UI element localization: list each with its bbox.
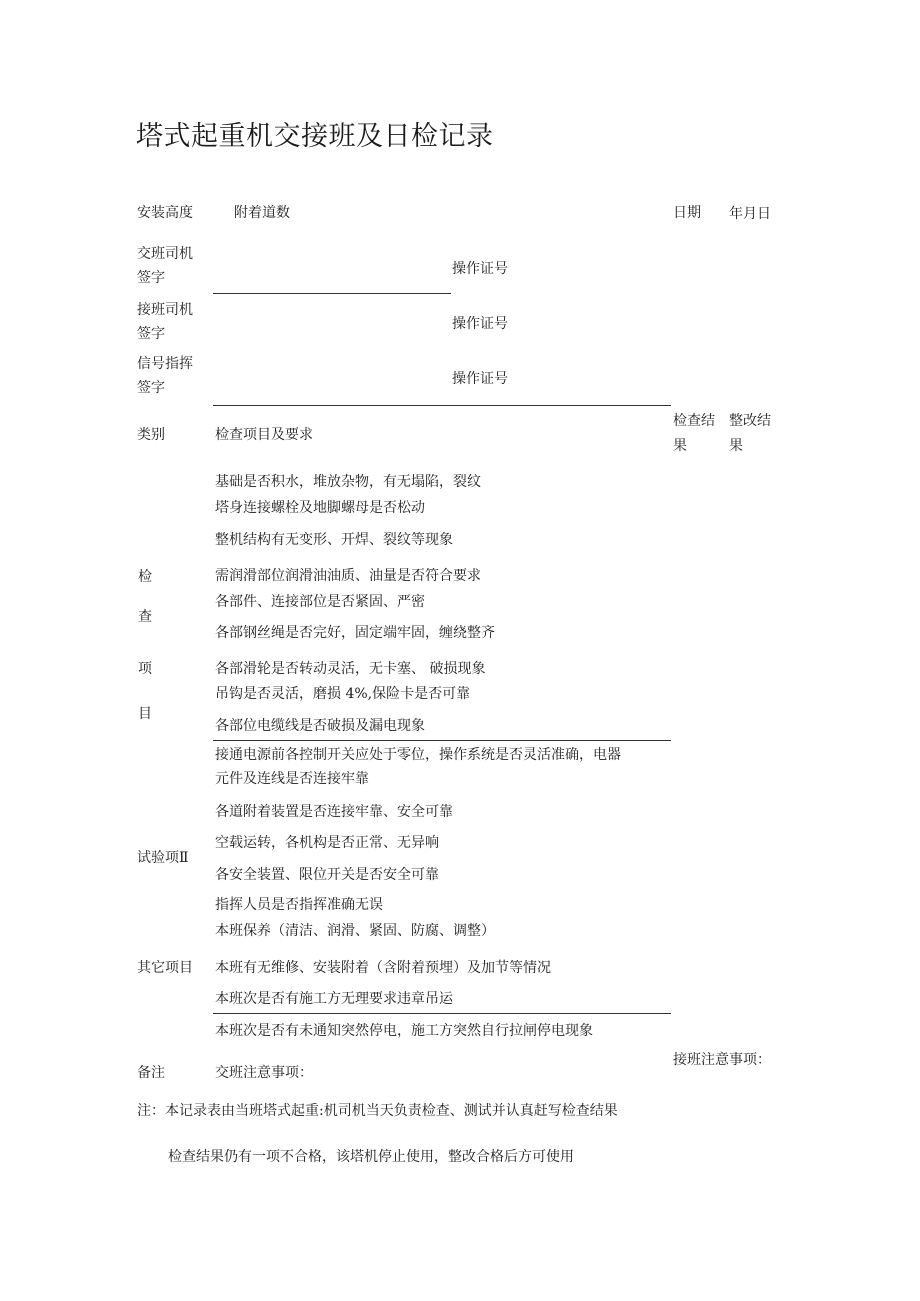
handover-notes-label: 交班注意事项： <box>215 1065 313 1081</box>
footer-note: 注：本记录表由当班塔式起重:机司机当天负责检查、测试并认真赶写检查结果 <box>137 1103 618 1119</box>
other-item: 本班次是否有未通知突然停电，施工方突然自行拉闸停电现象 <box>215 1023 593 1039</box>
check-category-char: 项 <box>138 661 152 677</box>
date-label: 日期 <box>673 205 701 221</box>
other-item: 本班保养（清洁、润滑、紧固、防腐、调整） <box>215 923 495 939</box>
other-item: 本班有无维修、安装附着（含附着预埋）及加节等情况 <box>215 960 551 976</box>
signal-commander-label: 信号指挥 <box>137 356 193 372</box>
check-section-divider <box>213 740 671 741</box>
handover-driver-label: 交班司机 <box>137 246 193 262</box>
footer-note: 检查结果仍有一项不合格，该塔机停止使用，整改合格后方可使用 <box>168 1149 574 1165</box>
check-item: 各部位电缆线是否破损及漏电现象 <box>215 718 425 734</box>
check-item: 需润滑部位润滑油油质、油量是否符合要求 <box>215 568 481 584</box>
date-value: 年月日 <box>729 206 771 222</box>
check-category-char: 检 <box>138 569 152 585</box>
page-title: 塔式起重机交接班及日检记录 <box>136 121 494 152</box>
test-item: 各道附着装置是否连接牢靠、安全可靠 <box>215 804 453 820</box>
test-item: 指挥人员是否指挥准确无误 <box>215 897 383 913</box>
test-item: 接通电源前各控制开关应处于零位，操作系统是否灵活准确，电器 <box>215 747 621 763</box>
install-height-label: 安装高度 <box>137 205 193 221</box>
other-section-divider <box>213 1013 671 1014</box>
check-item: 基础是否积水，堆放杂物，有无塌陷，裂纹 <box>215 474 481 490</box>
rectify-header-2: 果 <box>729 438 743 454</box>
takeover-driver-label-2: 签字 <box>137 326 165 342</box>
test-item: 元件及连线是否连接牢靠 <box>215 771 369 787</box>
result-header: 检查结 <box>673 413 715 429</box>
remarks-label: 备注 <box>137 1065 165 1081</box>
takeover-driver-label: 接班司机 <box>137 302 193 318</box>
handover-driver-label-2: 签字 <box>137 270 165 286</box>
rectify-header: 整改结 <box>729 413 771 429</box>
takeover-notes-label: 接班注意事项： <box>673 1052 771 1068</box>
category-header: 类别 <box>137 427 165 443</box>
signal-cert-label: 操作证号 <box>452 371 508 387</box>
takeover-cert-label: 操作证号 <box>452 316 508 332</box>
check-item: 塔身连接螺栓及地脚螺母是否松动 <box>215 500 425 516</box>
other-item: 本班次是否有施工方无理要求违章吊运 <box>215 991 453 1007</box>
attach-count-label: 附着道数 <box>234 205 290 221</box>
check-item: 各部件、连接部位是否紧固、严密 <box>215 594 425 610</box>
handover-signature-line <box>213 293 451 294</box>
check-item: 吊钩是否灵活，磨损 4%,保险卡是否可靠 <box>215 686 471 702</box>
test-item: 各安全装置、限位开关是否安全可靠 <box>215 867 439 883</box>
check-item: 各部钢丝绳是否完好，固定端牢固，缠绕整齐 <box>215 625 495 641</box>
result-header-2: 果 <box>673 438 687 454</box>
check-item: 整机结构有无变形、开焊、裂纹等现象 <box>215 532 453 548</box>
other-category-label: 其它项目 <box>137 960 193 976</box>
check-item: 各部滑轮是否转动灵活，无卡塞、 破损现象 <box>215 661 486 677</box>
item-header: 检查项目及要求 <box>215 427 313 443</box>
test-category-label: 试验项Ⅱ <box>137 850 189 866</box>
handover-cert-label: 操作证号 <box>452 261 508 277</box>
check-category-char: 查 <box>138 609 152 625</box>
check-category-char: 目 <box>138 706 152 722</box>
signature-divider-line <box>213 405 671 406</box>
test-item: 空载运转，各机构是否正常、无异响 <box>215 835 439 851</box>
signal-commander-label-2: 签字 <box>137 380 165 396</box>
